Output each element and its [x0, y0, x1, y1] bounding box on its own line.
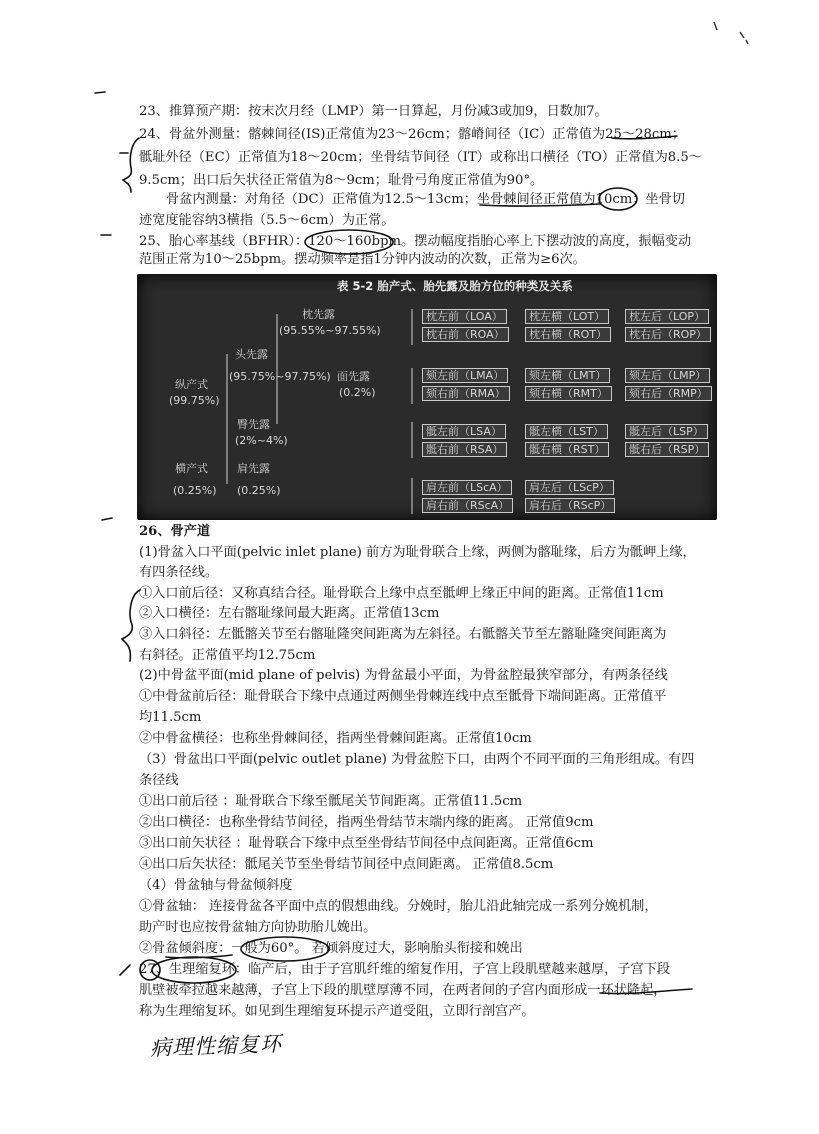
pelvic-inlet-plane: (1)骨盆入口平面(pelvic inlet plane) 前方为耻骨联合上缘，两侧为髂耻缘，后方为骶岬上缘， — [139, 545, 696, 560]
handwritten-note: 病理性缩复环 — [149, 1031, 283, 1061]
text-line: 右斜径。正常值平均12.75cm — [139, 648, 316, 663]
internal-pelvimetry: 骨盆内测量：对角径（DC）正常值为12.5～13cm；坐骨棘间径正常值为10cm；坐骨切 — [166, 192, 685, 207]
table-cell: 颏右后（RMP） — [625, 386, 712, 401]
table-cell: 颏右横（RMT） — [525, 386, 612, 401]
table-cell: (99.75%) — [169, 394, 220, 407]
pelvic-axis-and-inclination: （4）骨盆轴与骨盆倾斜度 — [139, 878, 293, 893]
text-line: 骶耻外径（EC）正常值为18～20cm；坐骨结节间径（IT）或称出口横径（TO）正常值为8.5～ — [139, 150, 702, 165]
table-cell: 肩右前（RScA） — [422, 498, 513, 513]
table-cell: 枕左后（LOP） — [625, 309, 709, 324]
item-26-bony-birth-canal: 26、骨产道 — [139, 524, 211, 539]
text-line: ②骨盆倾斜度：一般为60°。 若倾斜度过大，影响胎头衔接和娩出 — [139, 941, 523, 956]
table-cell: 肩先露 — [237, 462, 270, 475]
text-line: ②入口横径：左右髂耻缘间最大距离。正常值13cm — [139, 606, 440, 621]
table-cell: 面先露 — [337, 370, 370, 383]
text-line: 条径线 — [139, 773, 179, 788]
text-line: ①入口前后径：又称真结合径。耻骨联合上缘中点至骶岬上缘正中间的距离。正常值11cm — [139, 586, 664, 601]
table-cell: 臀先露 — [237, 418, 270, 431]
text-line: 9.5cm；出口后矢状径正常值为8～9cm；耻骨弓角度正常值为90°。 — [139, 173, 544, 188]
text-line: ③入口斜径：左骶髂关节至右髂耻隆突间距离为左斜径。右骶髂关节至左髂耻隆突间距离为 — [139, 627, 667, 642]
text-line: ①中骨盆前后径：耻骨联合下缘中点通过两侧坐骨棘连线中点至骶骨下端间距离。正常值平 — [139, 689, 667, 704]
table-cell: 颏右前（RMA） — [422, 386, 510, 401]
table-cell: 骶右后（RSP） — [625, 442, 709, 457]
text-line: ①出口前后径 ：耻骨联合下缘至骶尾关节间距离。正常值11.5cm — [139, 794, 523, 809]
table-cell: 肩左后（LScP） — [525, 480, 614, 495]
scan-marks — [700, 10, 760, 50]
item-27-physiological-retraction-ring: 27、生理缩复环：临产后，由于子宫肌纤维的缩复作用，子宫上段肌壁越来越厚，子宫下段 — [139, 962, 671, 977]
text-line: ①骨盆轴： 连接骨盆各平面中点的假想曲线。分娩时，胎儿沿此轴完成一系列分娩机制， — [139, 899, 658, 914]
text-line: 助产时也应按骨盆轴方向协助胎儿娩出。 — [139, 920, 377, 935]
item-24-external-pelvimetry: 24、骨盆外测量：髂棘间径(IS)正常值为23～26cm；髂嵴间径（IC）正常值为25～28cm； — [139, 127, 685, 142]
text-line: ④出口后矢状径：骶尾关节至坐骨结节间径中点间距离。 正常值8.5cm — [139, 857, 554, 872]
table-cell: 枕右横（ROT） — [525, 327, 611, 342]
text-line: ②中骨盆横径：也称坐骨棘间径，指两坐骨棘间距离。正常值10cm — [139, 731, 532, 746]
table-cell: (2%~4%) — [235, 434, 288, 447]
table-cell: 骶左后（LSP） — [625, 424, 708, 439]
text-line: 称为生理缩复环。如见到生理缩复环提示产道受阻，立即行剖宫产。 — [139, 1004, 535, 1019]
item-25-fhr-baseline: 25、胎心率基线（BFHR）：120～160bpm。摆动幅度指胎心率上下摆动波的高度，振幅变动 — [139, 234, 692, 249]
table-cell: 枕左横（LOT） — [525, 309, 609, 324]
text-line: 肌壁被牵拉越来越薄，子宫上下段的肌壁厚薄不同，在两者间的子宫内面形成一环状隆起， — [139, 983, 667, 998]
table-cell: 颏左前（LMA） — [422, 368, 508, 383]
table-brackets — [137, 274, 717, 520]
fetal-position-table — [137, 274, 717, 520]
pelvic-outlet-plane: （3）骨盆出口平面(pelvic outlet plane) 为骨盆腔下口，由两个不同平面的三角形组成。有四 — [139, 752, 695, 767]
text-line: ②出口横径：也称坐骨结节间径，指两坐骨结节末端内缘的距离。 正常值9cm — [139, 815, 594, 830]
table-cell: 枕左前（LOA） — [422, 309, 507, 324]
table-cell: 骶左前（LSA） — [422, 424, 506, 439]
table-cell: 颏左后（LMP） — [625, 368, 710, 383]
table-cell: (95.75%~97.75%) — [229, 370, 331, 383]
table-title: 表 5-2 胎产式、胎先露及胎方位的种类及关系 — [337, 279, 573, 293]
table-cell: 纵产式 — [175, 378, 208, 391]
text-line: ③出口前矢状径 ：耻骨联合下缘中点至坐骨结节间径中点间距离。正常值6cm — [139, 836, 594, 851]
table-cell: 头先露 — [235, 348, 268, 361]
table-cell: (0.25%) — [237, 484, 281, 497]
text-line: 迹宽度能容纳3横指（5.5～6cm）为正常。 — [139, 213, 395, 228]
table-cell: (0.25%) — [173, 484, 217, 497]
table-cell: (0.2%) — [339, 386, 376, 399]
table-cell: 颏左横（LMT） — [525, 368, 610, 383]
table-cell: 枕先露 — [302, 308, 335, 321]
table-cell: 枕右前（ROA） — [422, 327, 509, 342]
table-cell: 骶右横（RST） — [525, 442, 609, 457]
table-cell: 横产式 — [175, 462, 208, 475]
table-cell: 枕右后（ROP） — [625, 327, 711, 342]
table-cell: 肩右后（RScP） — [525, 498, 615, 513]
table-cell: 骶左横（LST） — [525, 424, 608, 439]
text-line: 范围正常为10～25bpm。摆动频率是指1分钟内波动的次数，正常为≥6次。 — [139, 252, 586, 267]
table-cell: (95.55%~97.55%) — [279, 324, 381, 337]
text-line: 均11.5cm — [139, 710, 202, 725]
mid-plane-of-pelvis: (2)中骨盆平面(mid plane of pelvis) 为骨盆最小平面，为骨盆腔最狭窄部分，有两条径线 — [139, 668, 668, 683]
table-cell: 肩左前（LScA） — [422, 480, 512, 495]
item-23-due-date: 23、推算预产期：按末次月经（LMP）第一日算起，月份减3或加9，日数加7。 — [139, 104, 608, 119]
text-line: 有四条径线。 — [139, 565, 219, 580]
table-cell: 骶右前（RSA） — [422, 442, 507, 457]
